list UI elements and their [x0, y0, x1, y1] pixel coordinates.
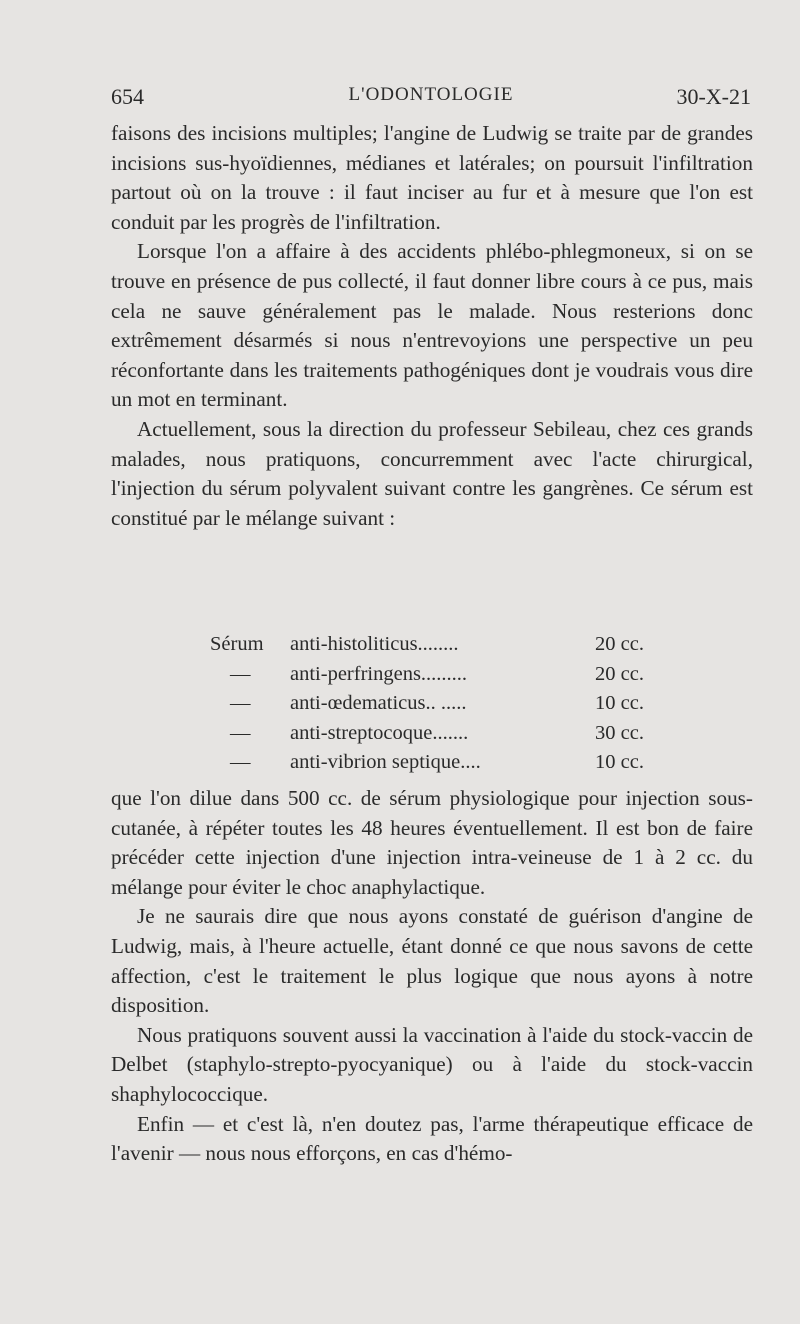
formula-leader-dots: ......... [420, 662, 468, 685]
formula-quantity: 10 cc. [595, 751, 644, 774]
formula-quantity: 20 cc. [595, 633, 644, 655]
formula-leader-dots: .. ..... [425, 692, 467, 715]
body-text-bottom [111, 784, 753, 1169]
body-text-top [111, 119, 753, 533]
paragraph: faisons des incisions multiples; l'angine de Ludwig se traite par de grandes incisions sus-hyoïdiennes, médianes et latérales; on poursuit l'infiltration partout où on la trouve : il faut inciser au fur et à mesure que l'on est conduit par les progrès de l'infiltration. [111, 121, 753, 234]
formula-item [290, 689, 466, 719]
formula-item-name: anti-perfringens [290, 662, 421, 685]
paragraph: Nous pratiquons souvent aussi la vaccination à l'aide du stock-vaccin de Delbet (staphylo-strepto-pyocyanique) ou à l'aide du stock-vaccin shaphylococcique. [111, 1022, 753, 1106]
page-header [111, 84, 751, 114]
paragraph: que l'on dilue dans 500 cc. de sérum physiologique pour injection sous-cutanée, à répéter toutes les 48 heures éventuellement. Il est bon de faire précéder cette injection d'une injection intra-veineuse de 1 à 2 cc. du mélange pour éviter le choc anaphylactique. [111, 786, 753, 899]
formula-lead: — [230, 721, 251, 744]
paragraph: Enfin — et c'est là, n'en doutez pas, l'arme thérapeutique efficace de l'avenir — nous nous efforçons, en cas d'hémo- [111, 1111, 753, 1166]
formula-item [290, 630, 459, 660]
formula-row [210, 660, 680, 690]
formula-row [210, 689, 680, 719]
formula-row [210, 630, 680, 660]
formula-lead: Sérum [210, 633, 264, 655]
formula-item-name: anti-histoliticus [290, 633, 418, 655]
formula-item-name: anti-streptocoque [290, 721, 433, 744]
formula-leader-dots: .... [460, 751, 481, 774]
formula-quantity: 10 cc. [595, 692, 644, 715]
running-title: L'ODONTOLOGIE [348, 84, 514, 105]
formula-quantity: 20 cc. [595, 662, 644, 685]
page-number: 654 [111, 84, 144, 109]
serum-formula-list [210, 630, 680, 778]
paragraph: Actuellement, sous la direction du professeur Sebileau, chez ces grands malades, nous pratiquons, concurremment avec l'acte chirurgical, l'injection du sérum polyvalent suivant contre les gangrènes. Ce sérum est constitué par le mélange suivant : [111, 416, 753, 530]
formula-row [210, 719, 680, 749]
issue-date: 30-X-21 [676, 84, 751, 109]
formula-leader-dots: ........ [417, 633, 459, 655]
formula-item [290, 719, 468, 749]
paragraph: Lorsque l'on a affaire à des accidents phlébo-phlegmoneux, si on se trouve en présence de pus collecté, il faut donner libre cours à ce pus, mais cela ne sauve généralement pas le malade. Nous resterions donc extrêmement désarmés si nous n'entrevoyions une perspective un peu réconfortante dans les traitements pathogéniques dont je voudrais vous dire un mot en terminant. [111, 239, 753, 412]
formula-quantity: 30 cc. [595, 721, 644, 744]
formula-item-name: anti-vibrion septique [290, 751, 461, 774]
formula-lead: — [230, 662, 251, 685]
formula-row [210, 748, 680, 778]
formula-item [290, 660, 467, 690]
paragraph: Je ne saurais dire que nous ayons constaté de guérison d'angine de Ludwig, mais, à l'heure actuelle, étant donné ce que nous savons de cette affection, c'est le traitement le plus logique que nous ayons à notre disposition. [111, 904, 753, 1018]
formula-lead: — [230, 751, 251, 774]
formula-item [290, 748, 481, 778]
formula-leader-dots: ....... [432, 721, 469, 744]
formula-lead: — [230, 692, 251, 715]
formula-item-name: anti-œdematicus [290, 692, 426, 715]
